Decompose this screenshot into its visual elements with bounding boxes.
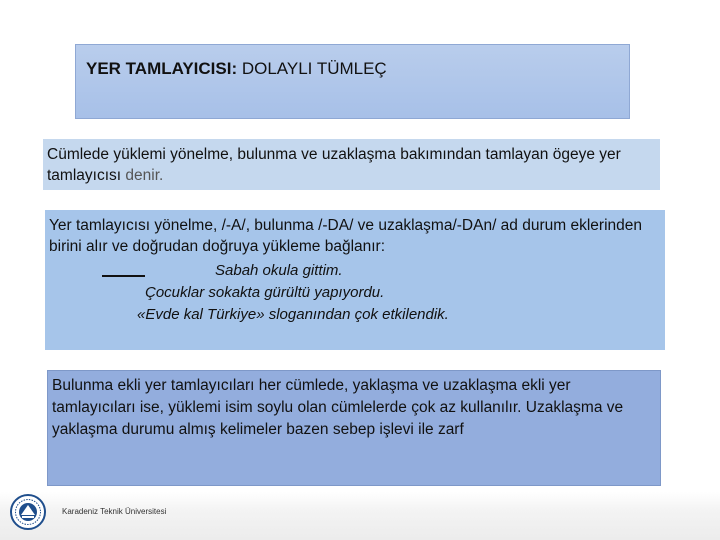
example-1: Sabah okula gittim. (215, 262, 343, 279)
ktu-logo-icon (10, 494, 46, 530)
example-3: «Evde kal Türkiye» sloganından çok etkilendik. (137, 306, 449, 323)
title-bold: YER TAMLAYICISI: (86, 59, 238, 78)
university-name: Karadeniz Teknik Üniversitesi (62, 507, 167, 516)
definition-text: Cümlede yüklemi yönelme, bulunma ve uzaklaşma bakımından tamlayan ögeye yer tamlayıcısı (47, 146, 621, 184)
note-text: Bulunma ekli yer tamlayıcıları her cümlede, yaklaşma ve uzaklaşma ekli yer tamlayıcıları ise, yüklemi isim soylu olan cümlelerde çok az kullanılır. Uzaklaşma ve yaklaşma durumu almış kelimeler bazen sebep işlevi ile zarf (52, 377, 624, 438)
definition-box (43, 139, 660, 190)
footer-band (0, 492, 720, 540)
definition-tail: denir. (125, 167, 164, 184)
title-box (75, 44, 630, 119)
rule-text: Yer tamlayıcısı yönelme, /-A/, bulunma /-DA/ ve uzaklaşma/-DAn/ ad durum eklerinden birini alır ve doğrudan doğruya yükleme bağlanır: (49, 217, 642, 255)
blank-line (102, 275, 145, 277)
title-rest: DOLAYLI TÜMLEÇ (237, 59, 387, 78)
rule-box (45, 210, 665, 350)
note-box (47, 370, 661, 486)
example-2: Çocuklar sokakta gürültü yapıyordu. (145, 284, 385, 301)
